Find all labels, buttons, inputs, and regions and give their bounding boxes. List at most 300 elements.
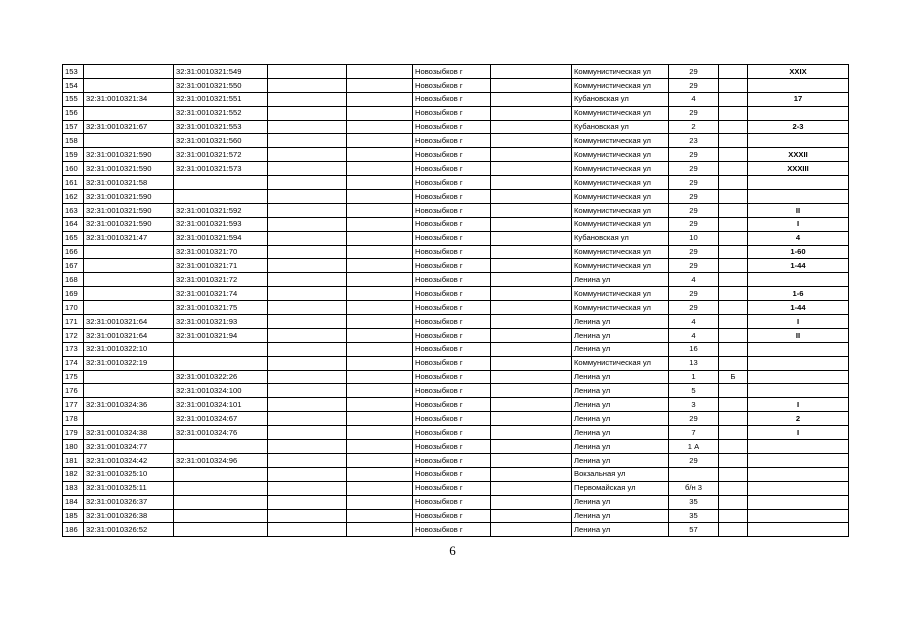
empty-column-1-cell	[268, 176, 347, 190]
house-letter-cell	[719, 148, 748, 162]
empty-column-3-cell	[491, 65, 572, 79]
house-number-cell: 29	[669, 245, 719, 259]
table-row	[63, 65, 849, 79]
street-cell: Ленина ул	[572, 453, 669, 467]
house-number-cell: 57	[669, 523, 719, 537]
cadastral-number-object-cell: 32:31:0010324:100	[174, 384, 268, 398]
house-number-cell: 23	[669, 134, 719, 148]
house-number-cell: 4	[669, 92, 719, 106]
house-letter-cell	[719, 217, 748, 231]
apartment-number-cell	[748, 176, 849, 190]
empty-column-1-cell	[268, 398, 347, 412]
row-number-cell: 181	[63, 453, 84, 467]
house-letter-cell	[719, 259, 748, 273]
house-number-cell: 35	[669, 509, 719, 523]
city-cell: Новозыбков г	[413, 467, 491, 481]
house-number-cell: 4	[669, 315, 719, 329]
cadastral-number-object-cell: 32:31:0010321:72	[174, 273, 268, 287]
cadastral-number-parcel-cell: 32:31:0010325:11	[84, 481, 174, 495]
row-number-cell: 159	[63, 148, 84, 162]
empty-column-2-cell	[347, 342, 413, 356]
house-letter-cell	[719, 315, 748, 329]
city-cell: Новозыбков г	[413, 426, 491, 440]
empty-column-3-cell	[491, 148, 572, 162]
cadastral-number-object-cell	[174, 495, 268, 509]
table-row	[63, 453, 849, 467]
empty-column-2-cell	[347, 370, 413, 384]
cadastral-number-parcel-cell: 32:31:0010324:42	[84, 453, 174, 467]
apartment-number-cell	[748, 134, 849, 148]
city-cell: Новозыбков г	[413, 412, 491, 426]
empty-column-1-cell	[268, 315, 347, 329]
empty-column-3-cell	[491, 495, 572, 509]
empty-column-3-cell	[491, 259, 572, 273]
cadastral-number-parcel-cell: 32:31:0010321:64	[84, 315, 174, 329]
table-row	[63, 328, 849, 342]
row-number-cell: 174	[63, 356, 84, 370]
house-letter-cell	[719, 92, 748, 106]
row-number-cell: 163	[63, 203, 84, 217]
house-letter-cell	[719, 495, 748, 509]
house-letter-cell	[719, 176, 748, 190]
empty-column-3-cell	[491, 523, 572, 537]
apartment-number-cell: 1-60	[748, 245, 849, 259]
apartment-number-cell	[748, 384, 849, 398]
cadastral-number-parcel-cell: 32:31:0010321:590	[84, 162, 174, 176]
row-number-cell: 162	[63, 190, 84, 204]
street-cell: Вокзальная ул	[572, 467, 669, 481]
cadastral-number-parcel-cell: 32:31:0010324:36	[84, 398, 174, 412]
row-number-cell: 154	[63, 78, 84, 92]
cadastral-number-parcel-cell	[84, 65, 174, 79]
apartment-number-cell	[748, 523, 849, 537]
street-cell: Ленина ул	[572, 398, 669, 412]
house-letter-cell	[719, 162, 748, 176]
street-cell: Коммунистическая ул	[572, 203, 669, 217]
house-letter-cell	[719, 412, 748, 426]
house-letter-cell	[719, 120, 748, 134]
street-cell: Коммунистическая ул	[572, 301, 669, 315]
cadastral-number-object-cell: 32:31:0010324:67	[174, 412, 268, 426]
street-cell: Коммунистическая ул	[572, 245, 669, 259]
row-number-cell: 184	[63, 495, 84, 509]
table-row	[63, 217, 849, 231]
house-number-cell: 16	[669, 342, 719, 356]
street-cell: Ленина ул	[572, 315, 669, 329]
city-cell: Новозыбков г	[413, 106, 491, 120]
apartment-number-cell: 2-3	[748, 120, 849, 134]
apartment-number-cell	[748, 78, 849, 92]
city-cell: Новозыбков г	[413, 495, 491, 509]
apartment-number-cell: XXXIII	[748, 162, 849, 176]
row-number-cell: 179	[63, 426, 84, 440]
empty-column-3-cell	[491, 398, 572, 412]
house-letter-cell	[719, 453, 748, 467]
cadastral-number-object-cell: 32:31:0010321:594	[174, 231, 268, 245]
house-number-cell: 29	[669, 203, 719, 217]
empty-column-1-cell	[268, 495, 347, 509]
cadastral-number-parcel-cell	[84, 287, 174, 301]
house-number-cell: б/н 3	[669, 481, 719, 495]
cadastral-number-object-cell: 32:31:0010322:26	[174, 370, 268, 384]
cadastral-number-parcel-cell	[84, 78, 174, 92]
table-row	[63, 190, 849, 204]
apartment-number-cell: I	[748, 426, 849, 440]
house-letter-cell	[719, 273, 748, 287]
table-row	[63, 495, 849, 509]
empty-column-2-cell	[347, 92, 413, 106]
apartment-number-cell: XXIX	[748, 65, 849, 79]
empty-column-2-cell	[347, 509, 413, 523]
empty-column-3-cell	[491, 273, 572, 287]
apartment-number-cell	[748, 190, 849, 204]
cadastral-number-object-cell	[174, 481, 268, 495]
cadastral-number-parcel-cell: 32:31:0010326:38	[84, 509, 174, 523]
apartment-number-cell	[748, 370, 849, 384]
cadastral-number-object-cell	[174, 342, 268, 356]
house-letter-cell	[719, 65, 748, 79]
street-cell: Ленина ул	[572, 370, 669, 384]
cadastral-number-parcel-cell: 32:31:0010326:52	[84, 523, 174, 537]
house-letter-cell	[719, 190, 748, 204]
city-cell: Новозыбков г	[413, 301, 491, 315]
city-cell: Новозыбков г	[413, 509, 491, 523]
row-number-cell: 173	[63, 342, 84, 356]
cadastral-number-object-cell: 32:31:0010321:550	[174, 78, 268, 92]
street-cell: Коммунистическая ул	[572, 148, 669, 162]
cadastral-number-object-cell: 32:31:0010321:573	[174, 162, 268, 176]
apartment-number-cell	[748, 509, 849, 523]
house-number-cell: 29	[669, 190, 719, 204]
table-row	[63, 134, 849, 148]
row-number-cell: 158	[63, 134, 84, 148]
table-row	[63, 120, 849, 134]
table-row	[63, 440, 849, 454]
empty-column-2-cell	[347, 523, 413, 537]
house-number-cell	[669, 467, 719, 481]
street-cell: Коммунистическая ул	[572, 65, 669, 79]
house-letter-cell	[719, 203, 748, 217]
cadastral-number-parcel-cell: 32:31:0010321:34	[84, 92, 174, 106]
cadastral-number-parcel-cell: 32:31:0010325:10	[84, 467, 174, 481]
empty-column-3-cell	[491, 426, 572, 440]
empty-column-3-cell	[491, 190, 572, 204]
house-letter-cell	[719, 481, 748, 495]
empty-column-3-cell	[491, 384, 572, 398]
cadastral-number-parcel-cell	[84, 259, 174, 273]
cadastral-number-object-cell: 32:31:0010324:76	[174, 426, 268, 440]
house-letter-cell	[719, 467, 748, 481]
house-letter-cell	[719, 509, 748, 523]
table-row	[63, 481, 849, 495]
cadastral-number-parcel-cell: 32:31:0010321:67	[84, 120, 174, 134]
apartment-number-cell	[748, 356, 849, 370]
empty-column-2-cell	[347, 315, 413, 329]
city-cell: Новозыбков г	[413, 273, 491, 287]
empty-column-2-cell	[347, 467, 413, 481]
cadastral-number-parcel-cell: 32:31:0010321:590	[84, 190, 174, 204]
apartment-number-cell: 1-44	[748, 301, 849, 315]
empty-column-3-cell	[491, 370, 572, 384]
city-cell: Новозыбков г	[413, 65, 491, 79]
empty-column-3-cell	[491, 217, 572, 231]
cadastral-number-object-cell	[174, 509, 268, 523]
empty-column-1-cell	[268, 78, 347, 92]
house-number-cell: 29	[669, 78, 719, 92]
row-number-cell: 183	[63, 481, 84, 495]
table-row	[63, 384, 849, 398]
table-row	[63, 231, 849, 245]
city-cell: Новозыбков г	[413, 328, 491, 342]
cadastral-number-parcel-cell: 32:31:0010321:64	[84, 328, 174, 342]
house-number-cell: 4	[669, 273, 719, 287]
empty-column-1-cell	[268, 356, 347, 370]
empty-column-1-cell	[268, 481, 347, 495]
table-row	[63, 176, 849, 190]
empty-column-3-cell	[491, 231, 572, 245]
empty-column-2-cell	[347, 203, 413, 217]
city-cell: Новозыбков г	[413, 315, 491, 329]
empty-column-1-cell	[268, 231, 347, 245]
city-cell: Новозыбков г	[413, 370, 491, 384]
house-number-cell: 35	[669, 495, 719, 509]
empty-column-2-cell	[347, 301, 413, 315]
cadastral-number-parcel-cell	[84, 106, 174, 120]
house-letter-cell	[719, 78, 748, 92]
house-number-cell: 29	[669, 412, 719, 426]
cadastral-number-object-cell: 32:31:0010321:94	[174, 328, 268, 342]
house-letter-cell	[719, 356, 748, 370]
row-number-cell: 166	[63, 245, 84, 259]
table-row	[63, 162, 849, 176]
empty-column-1-cell	[268, 453, 347, 467]
empty-column-2-cell	[347, 356, 413, 370]
empty-column-2-cell	[347, 328, 413, 342]
apartment-number-cell	[748, 273, 849, 287]
street-cell: Кубановская ул	[572, 120, 669, 134]
empty-column-3-cell	[491, 412, 572, 426]
house-number-cell: 29	[669, 106, 719, 120]
house-number-cell: 2	[669, 120, 719, 134]
empty-column-3-cell	[491, 467, 572, 481]
house-letter-cell	[719, 231, 748, 245]
city-cell: Новозыбков г	[413, 398, 491, 412]
empty-column-3-cell	[491, 315, 572, 329]
house-number-cell: 4	[669, 328, 719, 342]
empty-column-1-cell	[268, 148, 347, 162]
empty-column-3-cell	[491, 481, 572, 495]
row-number-cell: 164	[63, 217, 84, 231]
street-cell: Ленина ул	[572, 495, 669, 509]
cadastral-number-parcel-cell	[84, 384, 174, 398]
house-letter-cell	[719, 523, 748, 537]
cadastral-number-object-cell: 32:31:0010321:549	[174, 65, 268, 79]
city-cell: Новозыбков г	[413, 134, 491, 148]
cadastral-number-parcel-cell: 32:31:0010324:77	[84, 440, 174, 454]
house-number-cell: 29	[669, 301, 719, 315]
street-cell: Ленина ул	[572, 342, 669, 356]
empty-column-1-cell	[268, 523, 347, 537]
empty-column-1-cell	[268, 412, 347, 426]
table-row	[63, 273, 849, 287]
cadastral-number-object-cell: 32:31:0010321:553	[174, 120, 268, 134]
street-cell: Коммунистическая ул	[572, 176, 669, 190]
house-letter-cell	[719, 328, 748, 342]
house-letter-cell	[719, 440, 748, 454]
cadastral-number-object-cell	[174, 523, 268, 537]
registry-table-body	[63, 65, 849, 537]
empty-column-3-cell	[491, 106, 572, 120]
street-cell: Первомайская ул	[572, 481, 669, 495]
cadastral-number-parcel-cell	[84, 245, 174, 259]
table-row	[63, 342, 849, 356]
cadastral-number-parcel-cell: 32:31:0010322:10	[84, 342, 174, 356]
city-cell: Новозыбков г	[413, 342, 491, 356]
cadastral-number-parcel-cell	[84, 412, 174, 426]
empty-column-3-cell	[491, 134, 572, 148]
cadastral-number-parcel-cell	[84, 301, 174, 315]
empty-column-3-cell	[491, 356, 572, 370]
row-number-cell: 165	[63, 231, 84, 245]
row-number-cell: 185	[63, 509, 84, 523]
street-cell: Кубановская ул	[572, 92, 669, 106]
city-cell: Новозыбков г	[413, 356, 491, 370]
cadastral-number-parcel-cell: 32:31:0010324:38	[84, 426, 174, 440]
city-cell: Новозыбков г	[413, 384, 491, 398]
street-cell: Ленина ул	[572, 523, 669, 537]
cadastral-number-object-cell	[174, 176, 268, 190]
empty-column-2-cell	[347, 190, 413, 204]
house-letter-cell	[719, 287, 748, 301]
empty-column-2-cell	[347, 106, 413, 120]
empty-column-1-cell	[268, 92, 347, 106]
house-number-cell: 1 А	[669, 440, 719, 454]
empty-column-3-cell	[491, 162, 572, 176]
empty-column-2-cell	[347, 453, 413, 467]
empty-column-3-cell	[491, 453, 572, 467]
table-row	[63, 78, 849, 92]
street-cell: Ленина ул	[572, 440, 669, 454]
cadastral-number-parcel-cell: 32:31:0010321:590	[84, 217, 174, 231]
table-row	[63, 92, 849, 106]
row-number-cell: 178	[63, 412, 84, 426]
city-cell: Новозыбков г	[413, 523, 491, 537]
cadastral-number-object-cell: 32:31:0010321:592	[174, 203, 268, 217]
empty-column-1-cell	[268, 440, 347, 454]
house-number-cell: 29	[669, 259, 719, 273]
city-cell: Новозыбков г	[413, 162, 491, 176]
street-cell: Ленина ул	[572, 509, 669, 523]
house-letter-cell: Б	[719, 370, 748, 384]
row-number-cell: 176	[63, 384, 84, 398]
house-number-cell: 1	[669, 370, 719, 384]
empty-column-1-cell	[268, 259, 347, 273]
house-number-cell: 29	[669, 65, 719, 79]
cadastral-number-object-cell	[174, 467, 268, 481]
empty-column-1-cell	[268, 120, 347, 134]
empty-column-2-cell	[347, 231, 413, 245]
empty-column-1-cell	[268, 301, 347, 315]
apartment-number-cell	[748, 467, 849, 481]
empty-column-2-cell	[347, 398, 413, 412]
city-cell: Новозыбков г	[413, 217, 491, 231]
empty-column-1-cell	[268, 106, 347, 120]
empty-column-1-cell	[268, 273, 347, 287]
empty-column-2-cell	[347, 162, 413, 176]
house-letter-cell	[719, 398, 748, 412]
apartment-number-cell: XXXII	[748, 148, 849, 162]
empty-column-2-cell	[347, 120, 413, 134]
empty-column-2-cell	[347, 426, 413, 440]
apartment-number-cell: I	[748, 398, 849, 412]
empty-column-2-cell	[347, 481, 413, 495]
empty-column-1-cell	[268, 509, 347, 523]
city-cell: Новозыбков г	[413, 453, 491, 467]
cadastral-number-object-cell: 32:31:0010321:552	[174, 106, 268, 120]
empty-column-3-cell	[491, 203, 572, 217]
row-number-cell: 160	[63, 162, 84, 176]
cadastral-number-parcel-cell: 32:31:0010321:590	[84, 148, 174, 162]
table-row	[63, 203, 849, 217]
house-number-cell: 7	[669, 426, 719, 440]
row-number-cell: 168	[63, 273, 84, 287]
street-cell: Коммунистическая ул	[572, 217, 669, 231]
table-row	[63, 287, 849, 301]
cadastral-number-object-cell: 32:31:0010324:101	[174, 398, 268, 412]
empty-column-1-cell	[268, 384, 347, 398]
cadastral-number-parcel-cell: 32:31:0010321:590	[84, 203, 174, 217]
city-cell: Новозыбков г	[413, 78, 491, 92]
city-cell: Новозыбков г	[413, 287, 491, 301]
row-number-cell: 155	[63, 92, 84, 106]
empty-column-2-cell	[347, 134, 413, 148]
empty-column-1-cell	[268, 190, 347, 204]
city-cell: Новозыбков г	[413, 231, 491, 245]
house-number-cell: 10	[669, 231, 719, 245]
table-row	[63, 509, 849, 523]
street-cell: Коммунистическая ул	[572, 190, 669, 204]
empty-column-3-cell	[491, 245, 572, 259]
street-cell: Коммунистическая ул	[572, 287, 669, 301]
apartment-number-cell	[748, 440, 849, 454]
apartment-number-cell	[748, 453, 849, 467]
row-number-cell: 157	[63, 120, 84, 134]
empty-column-3-cell	[491, 342, 572, 356]
cadastral-number-parcel-cell	[84, 273, 174, 287]
house-number-cell: 3	[669, 398, 719, 412]
empty-column-2-cell	[347, 440, 413, 454]
apartment-number-cell: II	[748, 328, 849, 342]
street-cell: Кубановская ул	[572, 231, 669, 245]
street-cell: Ленина ул	[572, 426, 669, 440]
cadastral-number-object-cell: 32:31:0010321:74	[174, 287, 268, 301]
apartment-number-cell	[748, 481, 849, 495]
cadastral-number-parcel-cell	[84, 370, 174, 384]
empty-column-1-cell	[268, 328, 347, 342]
cadastral-number-parcel-cell: 32:31:0010322:19	[84, 356, 174, 370]
city-cell: Новозыбков г	[413, 203, 491, 217]
house-letter-cell	[719, 384, 748, 398]
row-number-cell: 170	[63, 301, 84, 315]
table-row	[63, 106, 849, 120]
empty-column-2-cell	[347, 148, 413, 162]
cadastral-number-object-cell: 32:31:0010321:572	[174, 148, 268, 162]
row-number-cell: 169	[63, 287, 84, 301]
cadastral-number-parcel-cell: 32:31:0010326:37	[84, 495, 174, 509]
table-row	[63, 370, 849, 384]
page-number: 6	[449, 543, 456, 558]
empty-column-2-cell	[347, 273, 413, 287]
